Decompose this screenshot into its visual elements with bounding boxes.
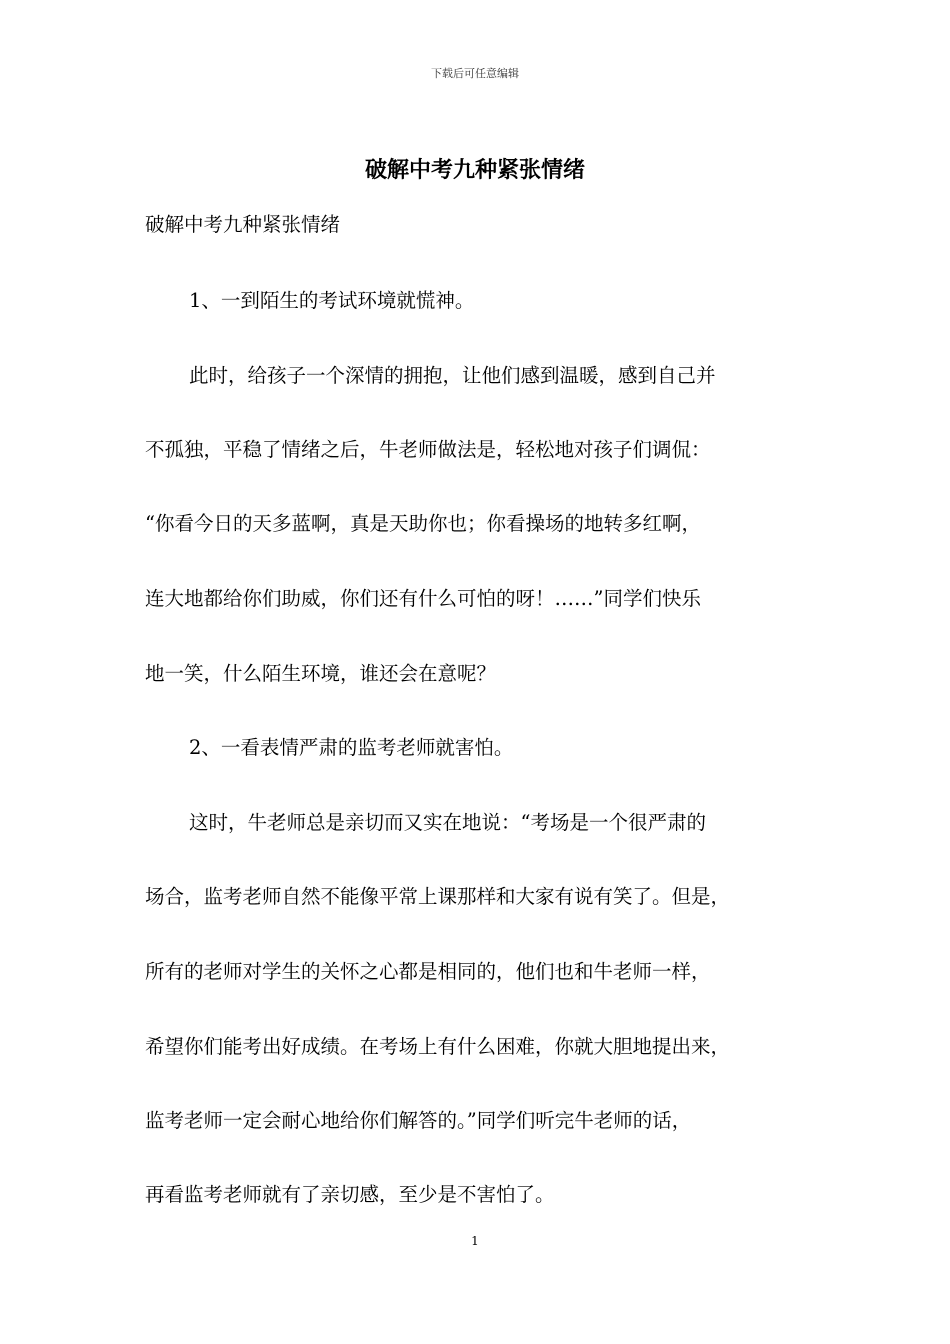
paragraph-line: “你看今日的天多蓝啊，真是天助你也；你看操场的地转多红啊， — [145, 512, 701, 535]
subtitle-line: 破解中考九种紧张情绪 — [145, 213, 341, 236]
page-number: 1 — [471, 1234, 479, 1248]
paragraph-line: 此时，给孩子一个深情的拥抱，让他们感到温暖，感到自己并 — [189, 364, 716, 387]
paragraph-line: 地一笑，什么陌生环境，谁还会在意呢？ — [145, 662, 497, 685]
page-header-note: 下载后可任意编辑 — [431, 67, 519, 80]
paragraph-line: 不孤独，平稳了情绪之后，牛老师做法是，轻松地对孩子们调侃： — [145, 438, 711, 461]
section-heading-2: 2、一看表情严肃的监考老师就害怕。 — [189, 736, 514, 759]
paragraph-line: 监考老师一定会耐心地给你们解答的。”同学们听完牛老师的话， — [145, 1109, 692, 1132]
paragraph-line: 这时，牛老师总是亲切而又实在地说：“考场是一个很严肃的 — [189, 811, 706, 834]
paragraph-line: 场合，监考老师自然不能像平常上课那样和大家有说有笑了。但是， — [145, 885, 731, 908]
paragraph-line: 所有的老师对学生的关怀之心都是相同的，他们也和牛老师一样， — [145, 960, 711, 983]
document-title: 破解中考九种紧张情绪 — [364, 157, 585, 183]
paragraph-line: 希望你们能考出好成绩。在考场上有什么困难，你就大胆地提出来， — [145, 1035, 731, 1058]
paragraph-line: 再看监考老师就有了亲切感，至少是不害怕了。 — [145, 1183, 555, 1206]
section-heading-1: 1、一到陌生的考试环境就慌神。 — [189, 289, 475, 312]
paragraph-line: 连大地都给你们助威，你们还有什么可怕的呀！……”同学们快乐 — [145, 587, 701, 610]
